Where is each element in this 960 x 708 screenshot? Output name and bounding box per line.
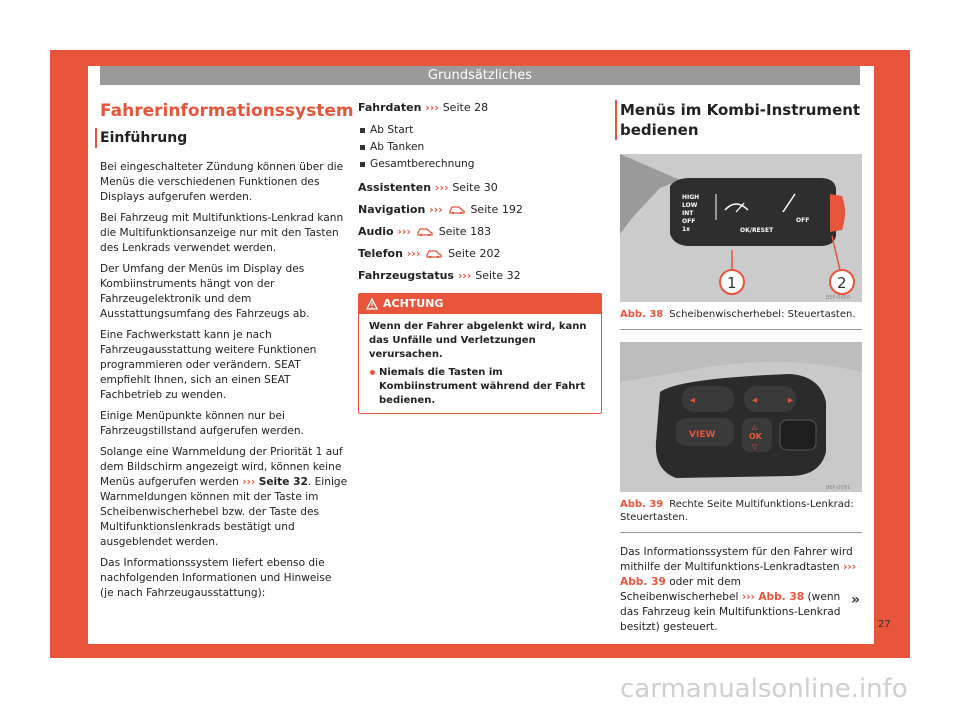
column-middle [358, 100, 602, 414]
watermark: carmanualsonline.info [620, 674, 908, 704]
page-reference: Seite 202 [448, 247, 501, 260]
continue-icon: » [851, 592, 861, 608]
ref-arrow-icon: ››› [397, 225, 411, 238]
figure-number: Abb. 38 [620, 309, 664, 320]
paragraph-text: . Einige Warnmeldungen können mit der Taste im Scheibenwischerhebel bzw. der Taste des Multifunktionslenkrads bestätigt und ausgeblendet werden. [100, 476, 348, 548]
ref-arrow-icon: ››› [429, 203, 443, 216]
figure-number: Abb. 39 [620, 499, 664, 510]
menu-label: Navigation [358, 203, 426, 216]
callout-1: 1 [727, 274, 737, 292]
wiper-lever-illustration [620, 154, 862, 302]
paragraph: Bei eingeschalteter Zündung können über die Menüs die verschiedenen Funktionen des Displays aufgerufen werden. [100, 161, 344, 203]
menu-label: Fahrzeugstatus [358, 269, 454, 282]
menu-ref-fahrzeugstatus[interactable] [358, 268, 602, 283]
ref-arrow-icon: ››› [242, 476, 256, 488]
paragraph: Bei Fahrzeug mit Multifunktions-Lenkrad kann die Multifunktionsanzeige nur mit den Tasten des Lenkrads verwendet werden. [100, 212, 344, 254]
list-item: Ab Start [358, 122, 602, 139]
paragraph [100, 445, 348, 550]
wiper-label: LOW [682, 202, 698, 209]
page-reference: Seite 183 [438, 225, 492, 238]
menu-label: Telefon [358, 247, 403, 260]
page-reference: Seite 30 [452, 181, 498, 194]
wiper-label: OFF [796, 217, 810, 224]
svg-text:△: △ [752, 423, 758, 431]
wiper-label: 1x [682, 226, 691, 233]
figure-code: B6F-0091 [826, 485, 851, 491]
menu-label: Audio [358, 225, 394, 238]
menu-ref-fahrdaten[interactable] [358, 100, 602, 115]
caption-text: Scheibenwischerhebel: Steuertasten. [669, 309, 856, 320]
paragraph: Der Umfang der Menüs im Display des Kombiinstruments hängt von der Fahrzeugelektronik und dem Ausstattungsumfang des Fahrzeugs ab. [100, 263, 310, 320]
ref-arrow-icon: ››› [843, 561, 857, 573]
paragraph: Eine Fachwerkstatt kann je nach Fahrzeugausstattung weitere Funktionen programmieren oder verändern. SEAT empfiehlt Ihnen, sich an einen SEAT Fachbetrieb zu wenden. [100, 329, 317, 401]
warning-bullet: Niemals die Tasten im Kombiinstrument während der Fahrt bedienen. [369, 366, 593, 408]
ref-arrow-icon: ››› [425, 101, 439, 114]
book-reference-icon [426, 247, 442, 258]
paragraph-text: oder mit dem Scheibenwischerhebel [620, 576, 741, 603]
warning-box [358, 293, 602, 414]
menu-ref-audio[interactable] [358, 224, 602, 239]
ref-arrow-icon: ››› [434, 181, 449, 194]
page-reference: Seite 28 [442, 101, 489, 114]
ref-arrow-icon: ››› [406, 247, 421, 260]
view-button: VIEW [689, 430, 716, 440]
svg-text:▸: ▸ [788, 395, 794, 406]
warning-triangle-icon [366, 298, 378, 310]
menu-ref-telefon[interactable] [358, 246, 602, 261]
svg-text:◂: ◂ [690, 395, 696, 406]
section-header: Grundsätzliches [100, 66, 860, 85]
svg-text:▽: ▽ [752, 443, 758, 451]
steering-wheel-illustration [620, 342, 862, 492]
paragraph [620, 545, 862, 635]
menu-label: Fahrdaten [358, 101, 422, 114]
menu-ref-assistenten[interactable] [358, 180, 602, 195]
ok-button: OK [749, 432, 762, 441]
figure-caption [620, 492, 862, 533]
column-left [100, 100, 354, 607]
paragraph: Einige Menüpunkte können nur bei Fahrzeugstillstand aufgerufen werden. [100, 410, 304, 437]
paragraph-text: Solange eine Warnmeldung der Priorität 1 auf dem Bildschirm angezeigt wird, können keine Menüs aufgerufen werden [100, 446, 343, 488]
paragraph: Das Informationssystem liefert ebenso die nachfolgenden Informationen und Hinweise (je nach Fahrzeugausstattung): [100, 557, 332, 599]
wiper-label: OK/RESET [740, 227, 774, 234]
figure-reference[interactable]: Abb. 38 [758, 591, 805, 603]
figure-code: B5F-0950 [826, 295, 851, 301]
page-reference: Seite 32 [475, 269, 521, 282]
figure-reference[interactable]: Abb. 39 [620, 576, 666, 588]
menu-label: Assistenten [358, 181, 432, 194]
warning-title: ACHTUNG [383, 297, 444, 310]
figure-steering-wheel [620, 342, 862, 492]
book-reference-icon [417, 225, 433, 236]
list-item: Gesamtberechnung [358, 156, 602, 173]
warning-text: Wenn der Fahrer abgelenkt wird, kann das Unfälle und Verletzungen verursachen. [369, 321, 587, 360]
ref-arrow-icon: ››› [741, 591, 755, 603]
warning-content [359, 314, 601, 413]
figure-caption [620, 302, 862, 330]
caption-text: Rechte Seite Multifunktions-Lenkrad: Steuertasten. [620, 499, 854, 523]
page-number: 27 [878, 619, 891, 630]
section-subtitle: Einführung [95, 128, 348, 148]
figure-wiper-lever [620, 154, 862, 302]
page-reference[interactable]: Seite 32 [258, 476, 308, 488]
paragraph-text: (wenn das Fahrzeug kein Multifunktions-Lenkrad besitzt) gesteuert. [620, 591, 841, 633]
wiper-label: INT [682, 210, 694, 217]
svg-text:◂: ◂ [752, 395, 758, 406]
menu-ref-navigation[interactable] [358, 202, 602, 217]
paragraph-text: Das Informationssystem für den Fahrer wird mithilfe der Multifunktions-Lenkradtasten [620, 546, 853, 573]
book-reference-icon [449, 203, 465, 214]
column-right [620, 100, 862, 641]
page-title: Fahrerinformationssystem [100, 101, 354, 121]
section-title: Menüs im Kombi-Instrument bedienen [615, 100, 862, 140]
callout-2: 2 [837, 274, 847, 292]
page-reference: Seite 192 [470, 203, 523, 216]
wiper-label: HIGH [682, 194, 700, 201]
warning-header [359, 294, 601, 314]
wiper-label: OFF [682, 218, 696, 225]
ref-arrow-icon: ››› [457, 269, 472, 282]
list-item: Ab Tanken [358, 139, 602, 156]
